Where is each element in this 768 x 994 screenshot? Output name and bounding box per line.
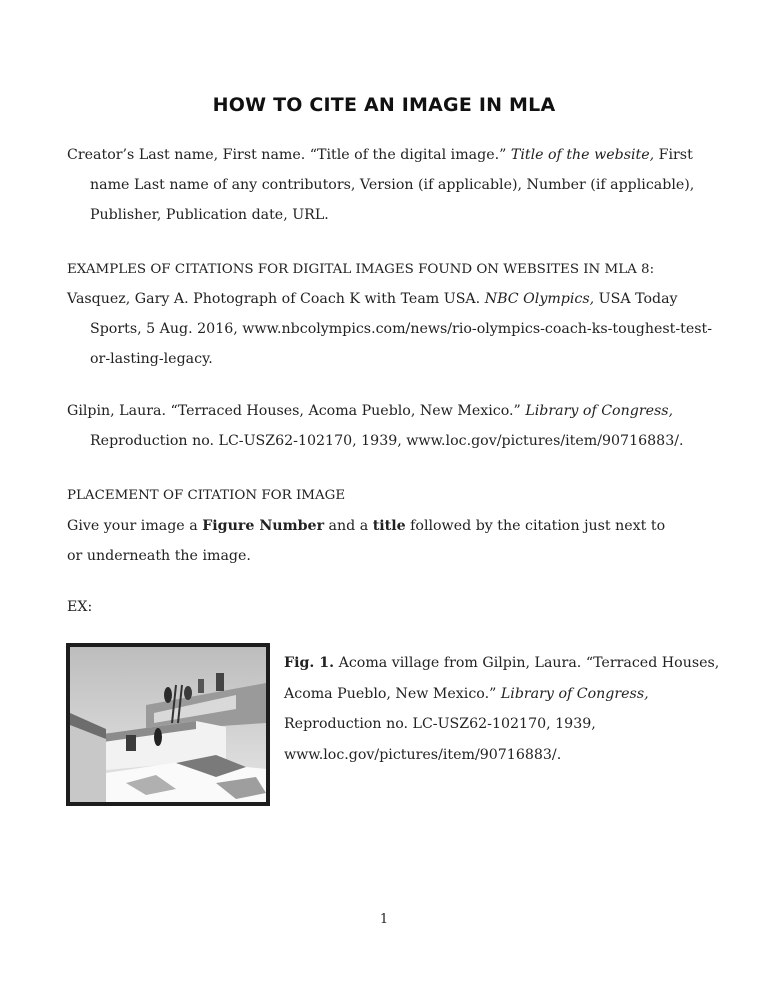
placement-instructions [67,511,667,571]
example-citation-gilpin [67,396,730,456]
example1-text-part2: USA Today Sports, 5 Aug. 2016, www.nbcolympics.com/news/rio-olympics-coach-ks-toughest-test-or-lasting-legacy. [90,291,713,367]
figure-text-part2: Reproduction no. LC-USZ62-102170, 1939, www.loc.gov/pictures/item/90716883/. [284,716,596,763]
example-citation-vasquez [67,284,730,374]
format-template-citation [67,140,730,230]
format-site-italic: Title of the website, [510,147,655,163]
page-number: 1 [379,912,389,927]
photo-acoma-village-icon [66,643,270,806]
placement-bold-figure-number: Figure Number [202,518,325,534]
figure-caption [284,648,724,770]
placement-heading: PLACEMENT OF CITATION FOR IMAGE [67,488,346,503]
placement-text-part3: followed by the citation just next to or underneath the image. [67,518,666,564]
figure-text-part1: Acoma village from Gilpin, Laura. “Terraced Houses, Acoma Pueblo, New Mexico.” [284,655,720,702]
example2-text-part2: Reproduction no. LC-USZ62-102170, 1939, www.loc.gov/pictures/item/90716883/. [90,433,684,449]
figure-label: Fig. 1. [284,655,335,671]
placement-text-part2: and a [324,518,373,534]
example2-text-part1: Gilpin, Laura. “Terraced Houses, Acoma Pueblo, New Mexico.” [67,403,526,419]
format-text-part2: First name Last name of any contributors, Version (if applicable), Number (if applicable), Publisher, Publication date, URL. [90,147,695,223]
page-title: HOW TO CITE AN IMAGE IN MLA [212,94,556,116]
ex-label: EX: [67,599,93,615]
example1-text-part1: Vasquez, Gary A. Photograph of Coach K with Team USA. [67,291,485,307]
example2-site-italic: Library of Congress, [525,403,674,419]
placement-bold-title: title [372,518,406,534]
placement-text-part1: Give your image a [67,518,203,534]
examples-heading: EXAMPLES OF CITATIONS FOR DIGITAL IMAGES FOUND ON WEBSITES IN MLA 8: [67,262,655,277]
figure-site-italic: Library of Congress, [500,685,649,702]
format-text-part1: Creator’s Last name, First name. “Title of the digital image.” [67,147,511,163]
example1-site-italic: NBC Olympics, [484,291,595,307]
